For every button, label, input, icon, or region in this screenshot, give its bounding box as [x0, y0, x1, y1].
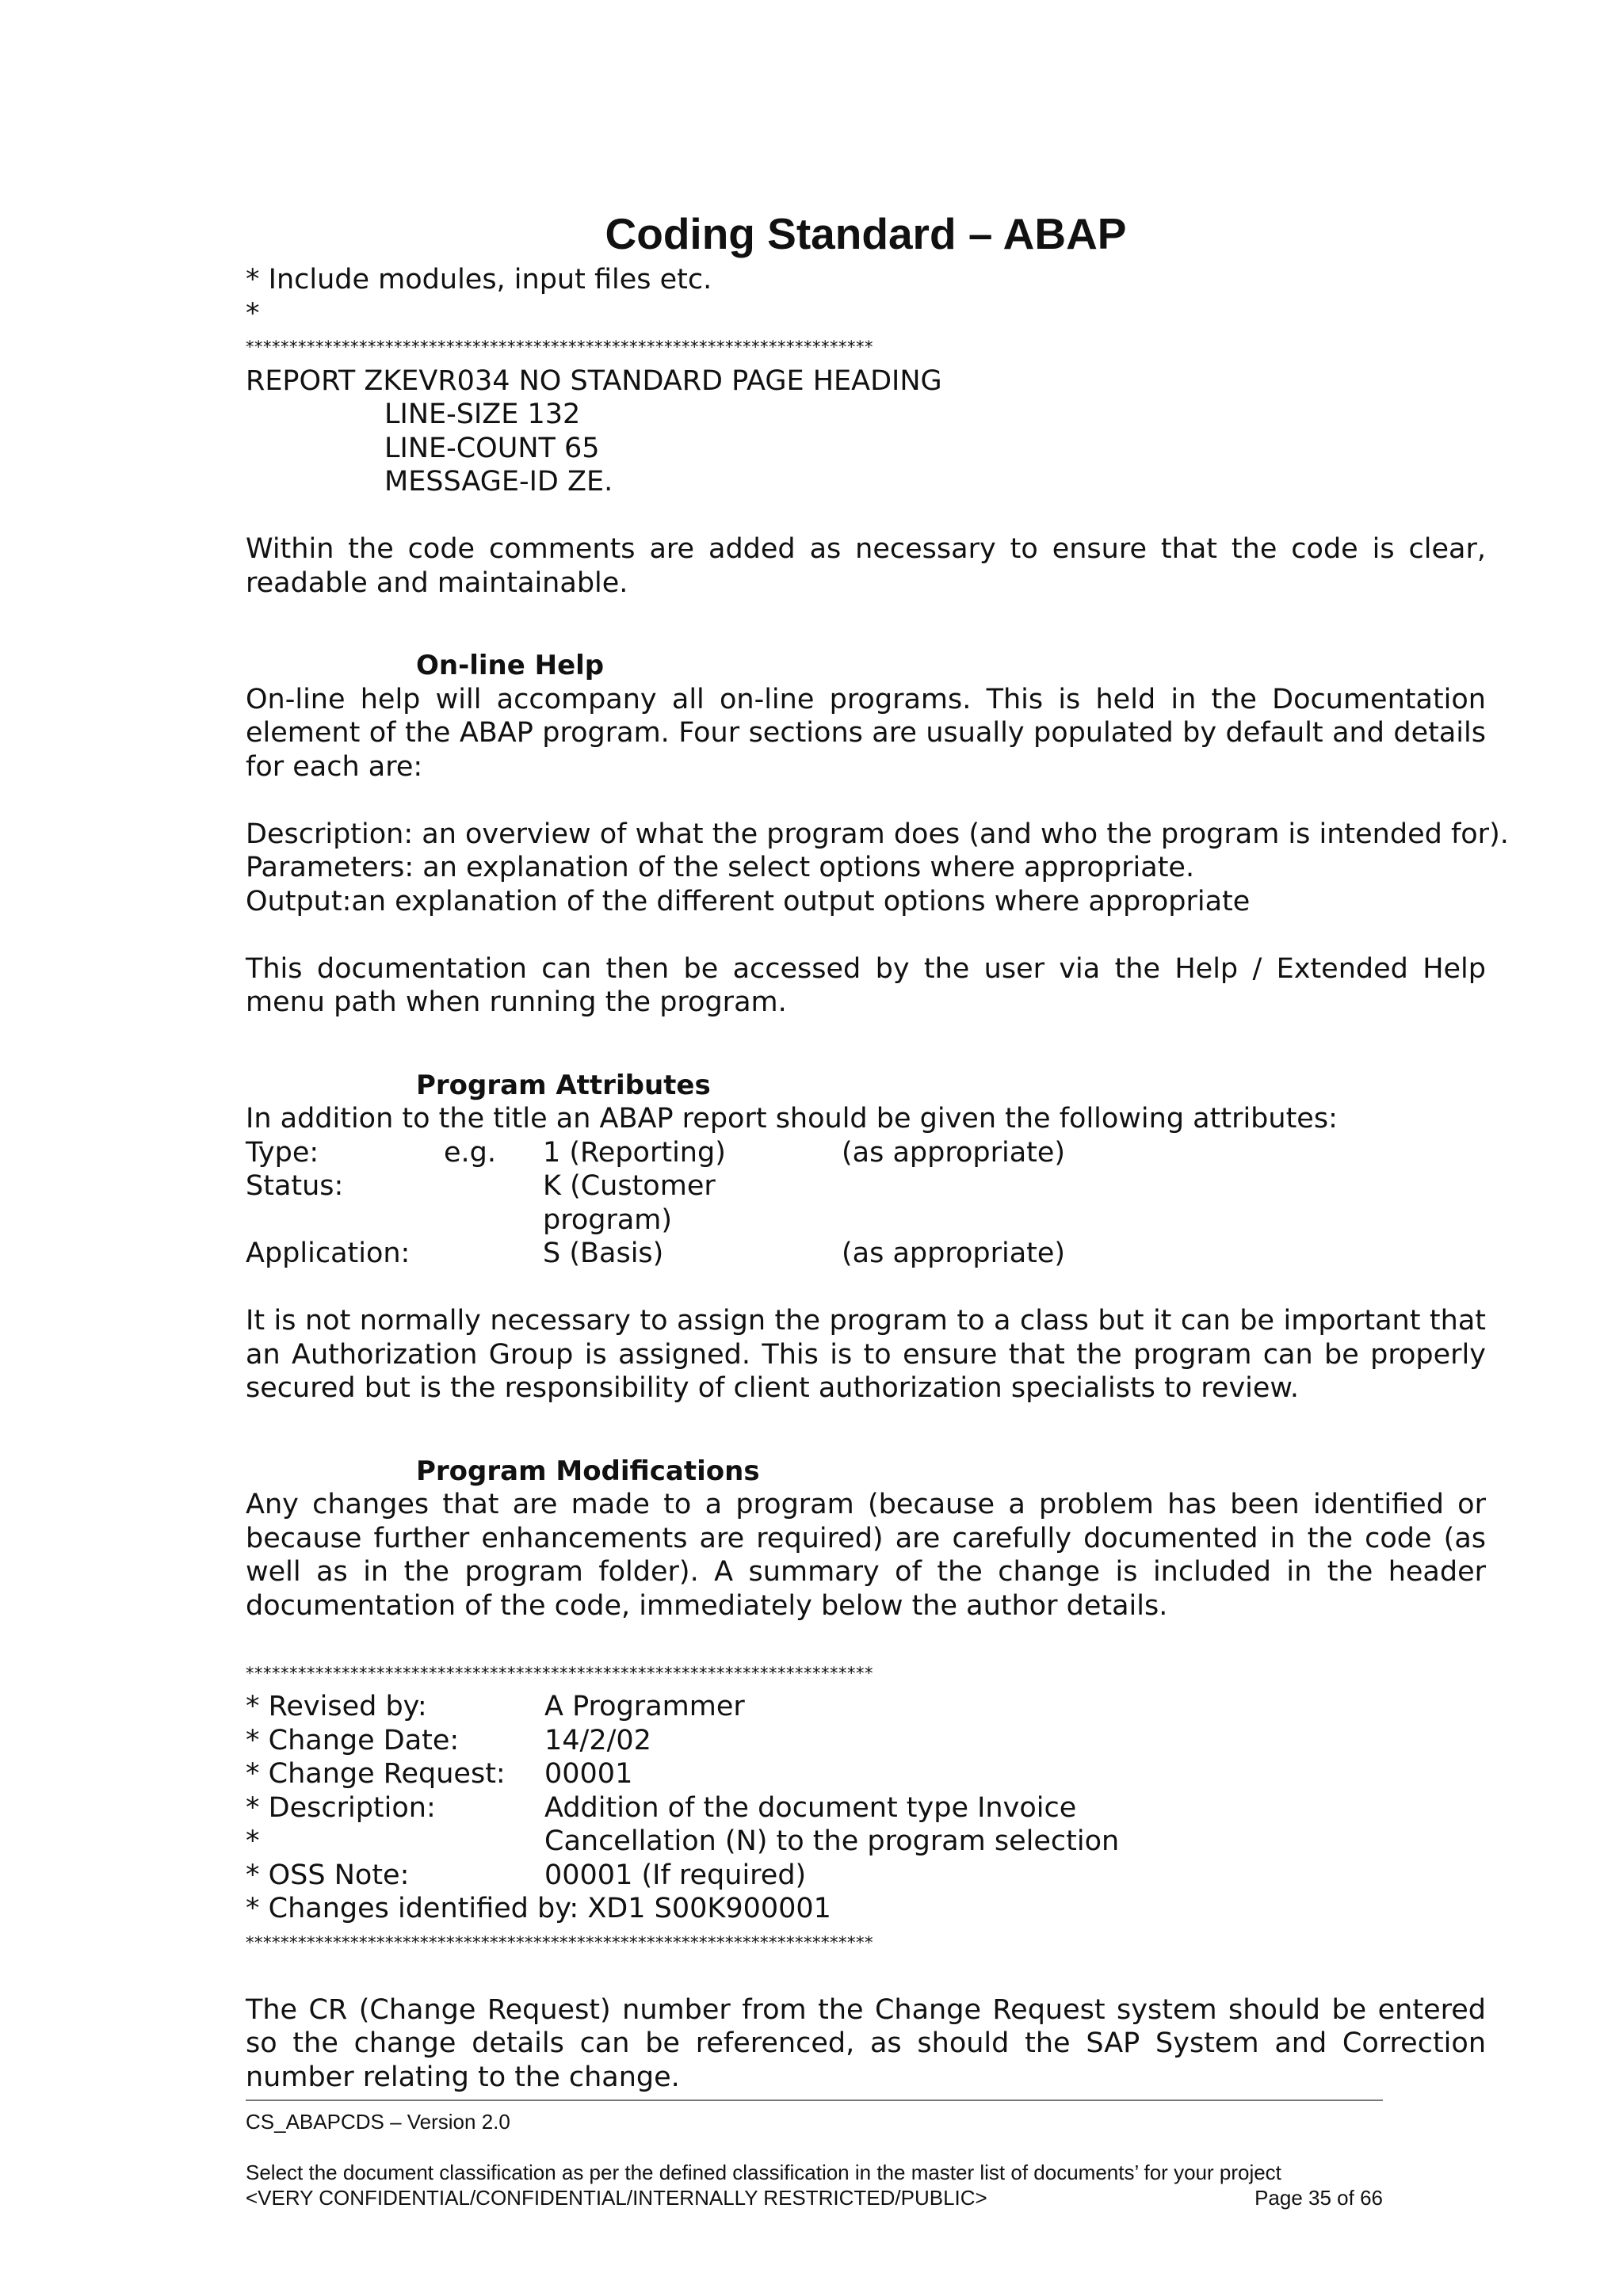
section-heading-program-modifications: Program Modifications: [416, 1455, 760, 1487]
footer-classification-note: Select the document classification as per the defined classification in the master list of documents’ for your project: [246, 2161, 1281, 2184]
attribute-label: Type:: [246, 1136, 319, 1169]
code-option: LINE-COUNT 65: [384, 432, 600, 464]
attribute-value: 1 (Reporting): [543, 1136, 726, 1169]
code-option: MESSAGE-ID ZE.: [384, 466, 613, 498]
changes-identified: * Changes identified by: XD1 S00K900001: [246, 1893, 831, 1924]
attribute-row: [246, 1136, 1486, 1170]
cr-paragraph: The CR (Change Request) number from the Change Request system should be entered so the change details can be referenced, as should the SAP System and Correction number relating to the change.: [246, 1993, 1486, 2093]
revision-row: [246, 1791, 1486, 1825]
revision-label: * Change Date:: [246, 1724, 460, 1756]
page-footer: [246, 2100, 1383, 2210]
code-option: LINE-SIZE 132: [384, 399, 581, 430]
revision-value: 00001: [544, 1758, 633, 1790]
document-page: [246, 206, 1509, 2094]
online-help-item: Parameters: an explanation of the select options where appropriate.: [246, 852, 1195, 883]
revision-row: [246, 1724, 1486, 1758]
code-separator: ************************************************************************: [246, 338, 873, 357]
attributes-intro: In addition to the title an ABAP report should be given the following attributes:: [246, 1103, 1338, 1135]
page-title: Coding Standard – ABAP: [605, 209, 1127, 258]
footer-bottom-row: [246, 2185, 1383, 2210]
attribute-eg: [444, 1237, 543, 1271]
revision-label: * Description:: [246, 1791, 436, 1824]
revision-row: [246, 1859, 1486, 1893]
attribute-value: S (Basis): [543, 1238, 664, 1269]
intro-paragraph: Within the code comments are added as necessary to ensure that the code is clear, readable and maintainable.: [246, 533, 1486, 599]
attribute-eg: [444, 1169, 543, 1237]
revision-label: *: [246, 1825, 260, 1857]
revision-value: A Programmer: [544, 1691, 745, 1722]
attribute-value: K (Customer program): [543, 1170, 716, 1236]
attribute-label: Application:: [246, 1238, 411, 1269]
revision-value: Cancellation (N) to the program selection: [544, 1825, 1120, 1857]
attributes-paragraph: It is not normally necessary to assign the program to a class but it can be important that an Authorization Group is assigned. This is to ensure that the program can be properly secured but is the responsibility of client authorization specialists to review.: [246, 1305, 1486, 1404]
footer-classification: <VERY CONFIDENTIAL/CONFIDENTIAL/INTERNALLY RESTRICTED/PUBLIC>: [246, 2186, 987, 2210]
attribute-note: [842, 1169, 1486, 1237]
code-report-line: REPORT ZKEVR034 NO STANDARD PAGE HEADING: [246, 364, 942, 397]
revision-label: * Change Request:: [246, 1758, 506, 1790]
revision-row: [246, 1690, 1486, 1724]
revision-label: * Revised by:: [246, 1691, 427, 1722]
page-number: Page 35 of 66: [1254, 2186, 1383, 2210]
code-separator: ************************************************************************: [246, 1932, 873, 1952]
attribute-row: [246, 1169, 1486, 1237]
revision-value: 00001 (If required): [544, 1859, 807, 1891]
revision-value: Addition of the document type Invoice: [544, 1791, 1077, 1824]
attribute-eg: e.g.: [444, 1136, 497, 1169]
online-help-item: Output:an explanation of the different output options where appropriate: [246, 885, 1251, 917]
code-comment: * Include modules, input files etc.: [246, 264, 712, 296]
footer-divider: [246, 2100, 1383, 2101]
online-help-paragraph: On-line help will accompany all on-line programs. This is held in the Documentation element of the ABAP program. Four sections are usually populated by default and details for each are:: [246, 683, 1486, 783]
code-comment: *: [246, 297, 260, 330]
revision-value: 14/2/02: [544, 1724, 651, 1756]
attribute-note: (as appropriate): [842, 1238, 1066, 1269]
online-help-access-paragraph: This documentation can then be accessed by the user via the Help / Extended Help menu path when running the program.: [246, 952, 1486, 1018]
attribute-label: Status:: [246, 1170, 344, 1202]
revision-row: [246, 1825, 1486, 1859]
section-heading-program-attributes: Program Attributes: [416, 1069, 711, 1101]
online-help-item: Description: an overview of what the program does (and who the program is intended for).: [246, 818, 1509, 850]
section-heading-online-help: On-line Help: [416, 650, 605, 681]
attribute-note: (as appropriate): [842, 1136, 1066, 1169]
footer-version: CS_ABAPCDS – Version 2.0: [246, 2110, 510, 2134]
revision-row: [246, 1757, 1486, 1791]
code-separator: ************************************************************************: [246, 1663, 873, 1683]
modifications-paragraph: Any changes that are made to a program (because a problem has been identified or because further enhancements are required) are carefully documented in the code (as well as in the program folder). A summary of the change is included in the header documentation of the code, immediately below the author details.: [246, 1489, 1486, 1622]
attribute-row: [246, 1237, 1486, 1271]
revision-label: * OSS Note:: [246, 1859, 410, 1891]
